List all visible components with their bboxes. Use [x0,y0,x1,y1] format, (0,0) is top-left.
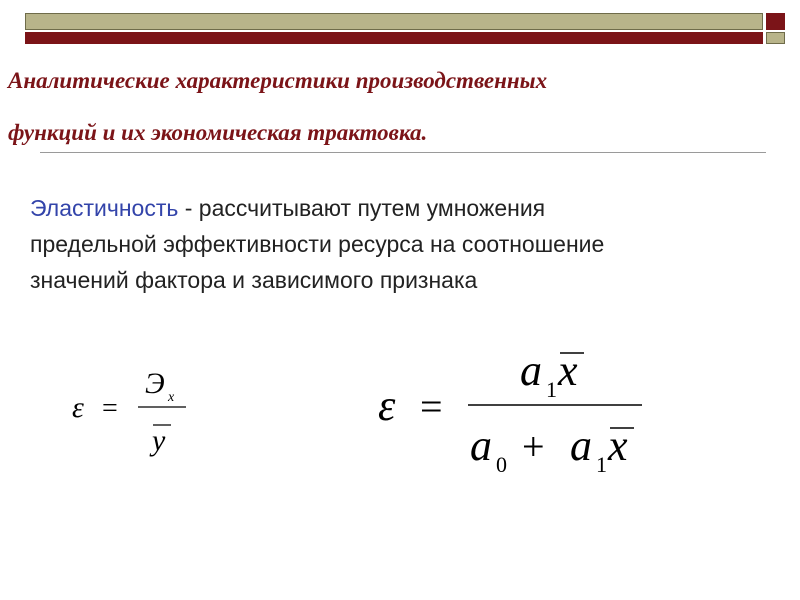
f2-lhs: ε [378,381,396,430]
header-corner-red [766,13,785,30]
elasticity-term: Эластичность [30,195,179,221]
f2-den-x: x [608,421,628,470]
slide-title-line-1: Аналитические характеристики производственных [8,68,548,93]
definition-line-1-rest: - рассчитывают путем умножения [178,195,546,221]
definition-line-3: значений фактора и зависимого признака [30,267,478,293]
f2-num-x: x [558,346,578,395]
definition-line-2: предельной эффективности ресурса на соотношение [30,231,605,257]
slide-title-line-2: функций и их экономическая трактовка. [8,120,428,145]
header-bar-red [25,32,763,44]
f1-numerator-sub: x [168,390,175,405]
f2-den-var1: a [570,421,592,470]
f2-num-var: a [520,346,542,395]
header-corner-olive [766,32,785,44]
f1-numerator: Э [145,367,165,400]
formula-elasticity-linear [370,340,670,490]
definition-text [30,190,770,298]
title-divider [40,152,766,153]
slide-title [8,55,778,159]
f2-den-var0: a [470,421,492,470]
f2-num-sub: 1 [546,377,557,402]
f1-denominator: y [152,424,166,457]
definition-line-1 [30,190,770,226]
f2-den-sub1: 1 [596,452,607,477]
f2-plus: + [522,424,545,469]
f1-lhs: ε [72,391,84,424]
f2-den-sub0: 0 [496,452,507,477]
f2-eq: = [420,384,443,429]
header-bar-olive [25,13,763,30]
formula-elasticity-simple [60,355,220,475]
f1-eq: = [102,393,118,424]
